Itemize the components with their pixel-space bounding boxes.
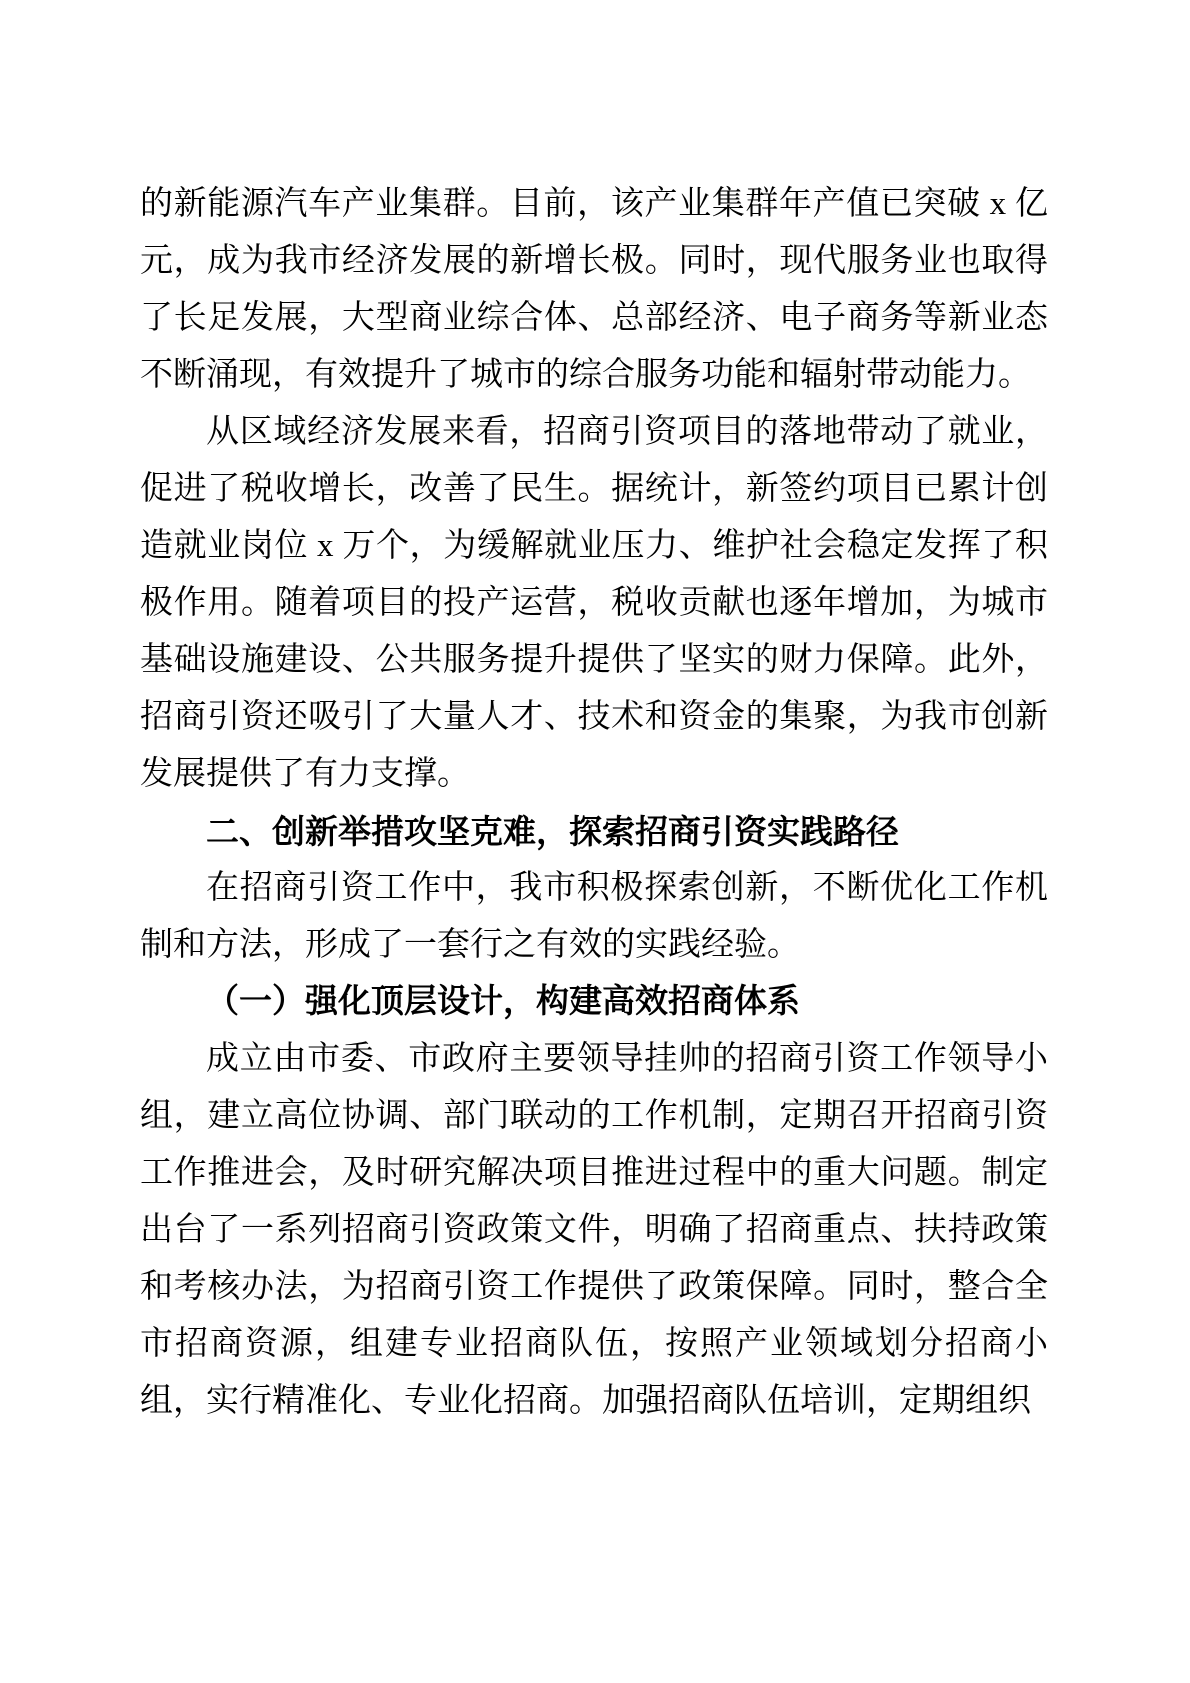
paragraph-continuation: 的新能源汽车产业集群。目前，该产业集群年产值已突破 x 亿元，成为我市经济发展的新增长极。同时，现代服务业也取得了长足发展，大型商业综合体、总部经济、电子商务等新业态不断涌现，有效提升了城市的综合服务功能和辐射带动能力。 (140, 186, 1048, 393)
paragraph-regional-economy: 从区域经济发展来看，招商引资项目的落地带动了就业，促进了税收增长，改善了民生。据统计，新签约项目已累计创造就业岗位 x 万个，为缓解就业压力、维护社会稳定发挥了积极作用。随着项目的投产运营，税收贡献也逐年增加，为城市基础设施建设、公共服务提升提供了坚实的财力保障。此外，招商引资还吸引了大量人才、技术和资金的集聚，为我市创新发展提供了有力支撑。 (140, 414, 1048, 792)
document-page (140, 176, 1048, 1430)
paragraph-top-level-design: 成立由市委、市政府主要领导挂帅的招商引资工作领导小组，建立高位协调、部门联动的工作机制，定期召开招商引资工作推进会，及时研究解决项目推进过程中的重大问题。制定出台了一系列招商引资政策文件，明确了招商重点、扶持政策和考核办法，为招商引资工作提供了政策保障。同时，整合全市招商资源，组建专业招商队伍，按照产业领域划分招商小组，实行精准化、专业化招商。加强招商队伍培训，定期组织 (140, 1041, 1048, 1419)
subsection-heading-1: （一）强化顶层设计，构建高效招商体系 (206, 984, 800, 1020)
section-heading-2: 二、创新举措攻坚克难，探索招商引资实践路径 (206, 813, 899, 850)
paragraph-section-intro: 在招商引资工作中，我市积极探索创新，不断优化工作机制和方法，形成了一套行之有效的实践经验。 (140, 870, 1048, 963)
